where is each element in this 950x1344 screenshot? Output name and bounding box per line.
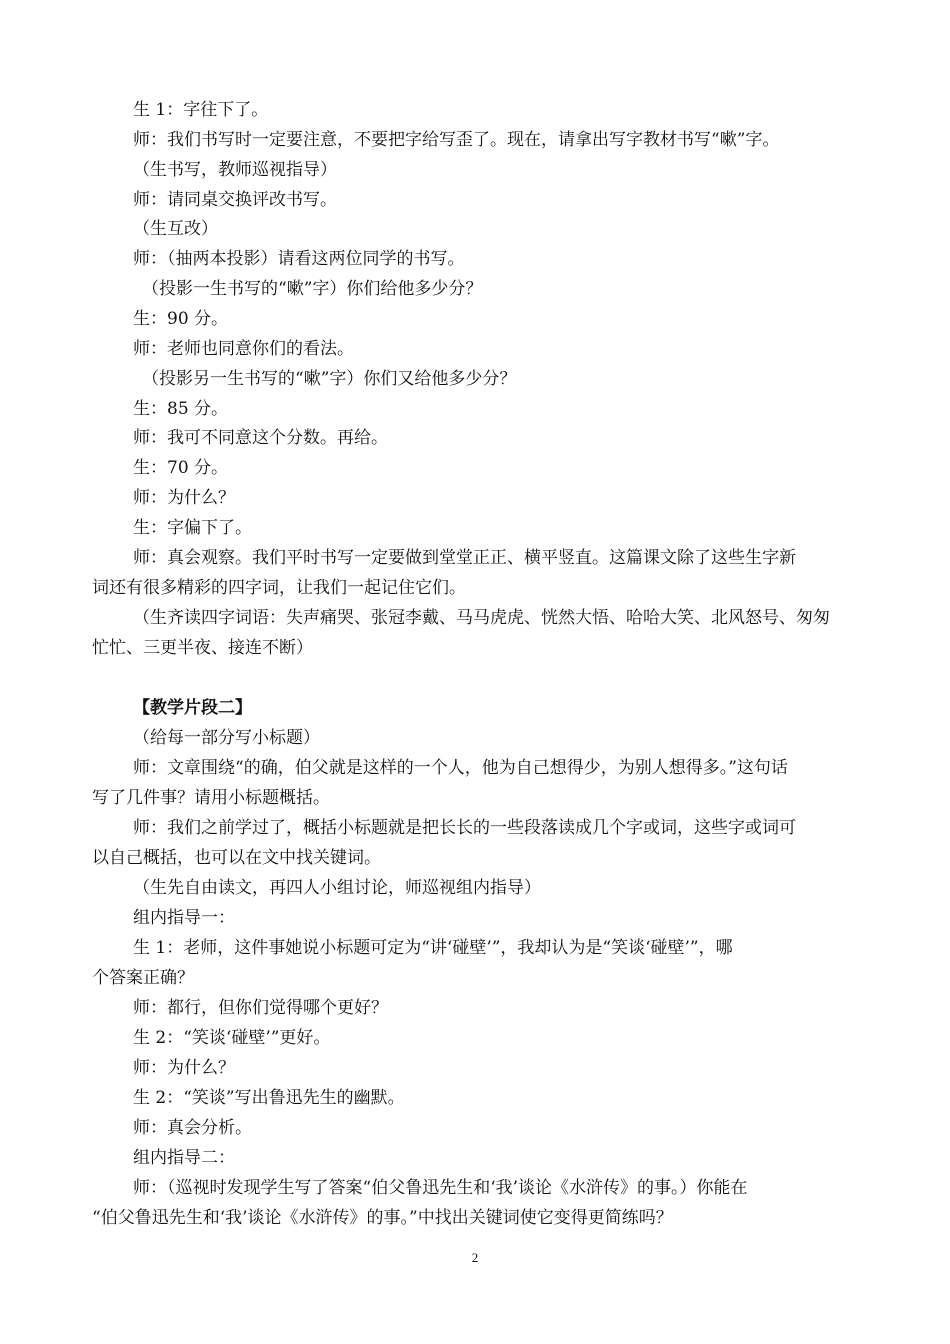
text-line: 师：都行，但你们觉得哪个更好？ (133, 998, 388, 1018)
text-line: 生：70 分。 (133, 458, 229, 478)
text-line: 师：请同桌交换评改书写。 (133, 190, 337, 210)
text-line: （给每一部分写小标题） (133, 728, 320, 748)
text-line: （生书写，教师巡视指导） (133, 160, 337, 180)
text-line: 生 1：字往下了。 (133, 100, 269, 120)
text-line: 师：真会分析。 (133, 1118, 252, 1138)
text-line: 生：85 分。 (133, 399, 229, 419)
text-line: （投影另一生书写的“嗽”字）你们又给他多少分？ (142, 369, 517, 389)
text-line: 生：字偏下了。 (133, 518, 252, 538)
section-heading: 【教学片段二】 (133, 698, 252, 718)
text-line: 师：（抽两本投影）请看这两位同学的书写。 (133, 249, 465, 269)
text-line: 组内指导一： (133, 908, 235, 928)
text-line: 词还有很多精彩的四字词，让我们一起记住它们。 (92, 578, 466, 598)
text-line: 生：90 分。 (133, 309, 229, 329)
text-line: （生齐读四字词语：失声痛哭、张冠李戴、马马虎虎、恍然大悟、哈哈大笑、北风怒号、匆匆 (133, 608, 830, 628)
text-line: 师：文章围绕“的确，伯父就是这样的一个人，他为自己想得少，为别人想得多。”这句话 (133, 758, 788, 778)
text-line: 生 2：“笑谈”写出鲁迅先生的幽默。 (133, 1088, 405, 1108)
text-line: （生互改） (133, 219, 218, 239)
text-line: 生 2：“笑谈‘碰壁’”更好。 (133, 1028, 331, 1048)
text-line: （生先自由读文，再四人小组讨论，师巡视组内指导） (133, 878, 541, 898)
text-line: 师：老师也同意你们的看法。 (133, 339, 354, 359)
text-line: 师：为什么？ (133, 488, 235, 508)
text-line: 师：我们书写时一定要注意，不要把字给写歪了。现在，请拿出写字教材书写“嗽”字。 (133, 130, 780, 150)
text-line: 师：为什么？ (133, 1058, 235, 1078)
text-line: 个答案正确？ (92, 968, 194, 988)
text-line: 以自己概括，也可以在文中找关键词。 (92, 848, 381, 868)
text-line: 生 1：老师，这件事她说小标题可定为“讲‘碰壁’”，我却认为是“笑谈‘碰壁’”，哪 (133, 938, 733, 958)
text-line: 师：真会观察。我们平时书写一定要做到堂堂正正、横平竖直。这篇课文除了这些生字新 (133, 548, 796, 568)
text-line: 写了几件事？请用小标题概括。 (92, 788, 330, 808)
page-number: 2 (471, 1250, 479, 1265)
text-line: “伯父鲁迅先生和‘我’谈论《水浒传》的事。”中找出关键词使它变得更简练吗？ (92, 1208, 673, 1228)
text-line: 师：（巡视时发现学生写了答案“伯父鲁迅先生和‘我’谈论《水浒传》的事。）你能在 (133, 1178, 748, 1198)
text-line: 师：我可不同意这个分数。再给。 (133, 428, 388, 448)
text-line: 组内指导二： (133, 1148, 235, 1168)
text-line: 忙忙、三更半夜、接连不断） (92, 638, 313, 658)
text-line: （投影一生书写的“嗽”字）你们给他多少分？ (142, 279, 483, 299)
text-line: 师：我们之前学过了，概括小标题就是把长长的一些段落读成几个字或词，这些字或词可 (133, 818, 796, 838)
